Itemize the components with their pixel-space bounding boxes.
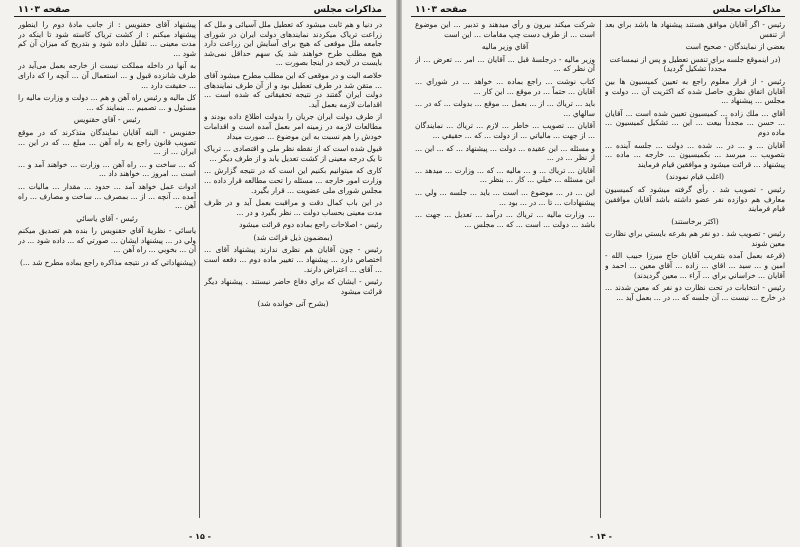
paragraph: اين ... در ... موضوع ... است ... بايد ... جلسه ... ولي ... پيشنهادات ... تا ... در ... بود ... xyxy=(415,187,595,207)
right-header-page-number: صفحه ۱۱۰۳ xyxy=(415,5,468,15)
paragraph: به آنها در داخله مملکت نیست از خارجه بعمل می‌آید در طرف شانزده قبول و ... استعمال آن ... آنچه را که دارای ... حقیقت دارد ... xyxy=(18,61,196,90)
right-page-left-column xyxy=(415,20,595,520)
paragraph: ياسائي - نظريهٔ آقاي حقنويس را بنده هم تصديق ميكنم ولي در ... پيشنهاد ايشان ... صورتي كه ... داده شود ... در آن ... بخوبي ... راه آهن ... xyxy=(18,226,196,255)
left-header-page-number: صفحه ۱۱۰۳ xyxy=(18,5,71,15)
paragraph: بعضي از نمايندگان - صحيح است xyxy=(685,42,785,52)
speaker-heading: آقاي وزير ماليه xyxy=(481,42,529,52)
left-header-title: مذاکرات مجلس xyxy=(313,5,382,15)
paragraph: در این باب کمال دقت و مراقبت بعمل آید و در ظرف مدت معینی بحساب دولت ... نظر بگیرد و در ... xyxy=(204,198,382,217)
paragraph: کاری که میتوانیم بکنیم این است که در نتیجه گزارش ... وزارت امور خارجه ... مسئله را تحت مطالعه قرار داده ... مجلس شورای ملی عضویت ... قرار بگیرد. xyxy=(204,166,382,195)
paragraph: در دنیا و هم ثابت میشود که تعطیل ملل آسیائی و ملل که زراعت ترياک میکردند نمایندهای دولت ایران در شورای جامعه ملل موقعی که هیچ برای آسایش این زراعت دارد هیچ مطلب طرح خواهند شد یک سهم حداقل نمی‌شد بایست در لایحه در اینجا بصورت ... xyxy=(204,20,382,68)
stage-direction: (اغلب قيام نمودند) xyxy=(665,172,725,182)
right-page xyxy=(401,0,800,547)
paragraph: آقاي ... ملك زاده ... كميسيون تعيين شده است ... آقايان ... حسن ... مجدداً بيعت ... اين ... تشكيل كميسيون ... ماده دوم xyxy=(605,108,785,137)
paragraph: بايد ... ترياك ... از ... بعمل ... موقع ... بدولت ... كه در ... سالهاي ... xyxy=(415,99,595,118)
stage-direction: (اكثر برخاستند) xyxy=(671,216,719,226)
right-page-right-column xyxy=(605,20,785,520)
stage-direction: (در اينموقع جلسه براي تنفس تعطيل و پس از نيمساعت مجدداً تشكيل گرديد) xyxy=(609,54,781,74)
paragraph: پیشنهاد آقای حقنویس : از جانب مادهٔ دوم را اینطور پیشنهاد میکنم : از کشت ترياک کاسته شود تا اینکه در مدت معینی ... تقلیل داده شود و بتدریج که میزان آن کم شود ... xyxy=(18,20,196,58)
paragraph: (قرعه بعمل آمده بتقريب آقايان حاج ميرزا حبيب الله - امين و ... سيد ... اقاي ... زاده ... آقاي معين ... احمد و آقايان ... خراساني براي ... آراء ... معين گرديدند) xyxy=(605,251,785,280)
paragraph: حقنويس - البته آقايان نمايندگان متذكرند كه در موقع تصويب قانون راجع به راه آهن ... مبلغ ... كه در این ... ایران ... از ... xyxy=(18,127,196,157)
left-page-right-column xyxy=(204,20,382,520)
left-page-left-column xyxy=(18,20,196,520)
paragraph: كه ... ساخت و ... راه آهن ... وزارت ... خواهند آمد و ... است ... امروز ... خواهند داد ... xyxy=(18,159,196,179)
paragraph: رئيس - اگر آقايان موافق هستند پيشنهاد ها باشد براي بعد از تنفس xyxy=(605,20,785,39)
paragraph: قبول شده است که از نقطه نظر ملی و اقتصادی ... ترياک تا یک درجه معینی از کشت تعدیل یابد و از طرف دیگر ... xyxy=(204,144,382,163)
left-page xyxy=(0,0,397,547)
speaker-heading: رئيس - آقاي حقنويس xyxy=(73,115,141,125)
right-page-header xyxy=(411,4,785,17)
stage-direction: (بشرح آتی خوانده شد) xyxy=(257,299,329,309)
paragraph: ... وزارت ماليه ... ترياك ... درآمد ... تعديل ... جهت ... باشد ... دولت ... است ... كه ... مجلس ... xyxy=(415,210,595,229)
paragraph: رئيس - تصويب شد . رأي گرفته ميشود كه كميسيون معارف هم دوازده نفر عضو داشته باشد آقايان موافقين قيام فرمايند xyxy=(605,184,785,214)
speaker-heading: رئيس - آقاي ياسائي xyxy=(76,213,138,223)
paragraph: كتاب نوشت ... راجع بماده ... خواهد ... در شوراي ... آقايان ... حتماً ... در موقع ... اين كار ... xyxy=(415,76,595,96)
paragraph: خلاصه الیت و در موقعی که این مطلب مطرح میشود آقای ... متقن شد در طرف تعطیل بود و از آن طرف نمایندهای دولت ایران گفتند در نتیجه تحقیقاتی که شده است ... اقدامات لازمه بعمل آید. xyxy=(204,70,382,109)
column-divider xyxy=(199,20,200,518)
paragraph: (پيشنهاداتي كه در نتيجه مذاكره راجع بماده مطرح شد ...) xyxy=(19,258,196,268)
paragraph: رئيس - انتخابات در تحت نظارت دو نفر كه معين شدند ... در خارج ... نيست ... آن جلسه كه ... در ... بعمل آيد ... xyxy=(605,283,785,302)
right-header-title: مذاکرات مجلس xyxy=(712,5,781,15)
paragraph: رئیس - اصلاحات راجع بماده دوم قرائت میشود xyxy=(239,220,382,230)
paragraph: ادوات عمل خواهد آمد ... حدود ... مقدار ... ماليات ... آمده ... آنچه ... از ... بمصرف ... ساخت و مصارف ... راه آهن ... xyxy=(18,181,196,211)
stage-direction: (بمضمون ذیل قرائت شد) xyxy=(253,232,333,242)
paragraph: آقايان ... و ... در ... شده ... دولت ... جلسه آينده ... بتصويب ... ميرسد ... بكميسيون ... خارجه ... ماده ... پيشنهاد ... قرائت ميشود و موافقين قيام فرمايند xyxy=(605,140,785,169)
paragraph: رئیس - چون آقایان هم نظری ندارند پیشنهاد آقای ... اختصاص دارد ... پیشنهاد ... تغییر ماده دوم ... دفعه است ... آقای ... اعتراض دارند. xyxy=(204,245,382,274)
paragraph: رئیس - ایشان که براي دفاع حاضر نیستند . پیشنهاد دیگر قرائت میشود xyxy=(204,277,382,296)
paragraph: شركت ميكند بيرون و رأي ميدهند و تدبير ... اين موضوع است ... از طرف دست چپ مقامات ... اين است xyxy=(415,20,595,39)
paragraph: رئيس - تصويب شد . دو نفر هم بقرعه بايستي براي نظارت معين شوند xyxy=(605,229,785,248)
paragraph: و مسئله ... اين عقيده ... دولت ... پيشنهاد ... كه ... اين ... از نظر ... در ... xyxy=(415,143,595,163)
left-page-header xyxy=(14,4,386,17)
paragraph: رئيس - از قرار معلوم راجع به تعيين كميسيون ها بين آقايان اتفاق نظري حاصل شده كه اكثريت آن ... دولت و مجلس ... پيشنهاد ... xyxy=(605,76,785,106)
left-page-number: - ۱۵ - xyxy=(189,532,211,541)
column-divider xyxy=(600,20,601,518)
paragraph: آقايان ... تصويب ... خاطر ... لازم ... ترياك ... نمايندگان ... از جهت ... مالياتي ... از دولت ... كه ... حقيقي ... xyxy=(415,121,595,140)
paragraph: آقايان ... ترياك ... و ... ماليه ... كه ... وزارت ... ميدهد ... اين مسئله ... خيلي ... كار ... بنظر ... xyxy=(415,165,595,185)
right-page-number: - ۱۴ - xyxy=(590,532,612,541)
paragraph: کل ماليه و رئیس راه آهن و هم ... دولت و وزارت ماليه را مسئول و ... تصمیم ... بنمایند که ... xyxy=(18,93,196,112)
paragraph: از طرف دولت ایران جریان را بدولت اطلاع داده بودند و مطالعات لازمه در زمینه امر بعمل آمده است و اقدامات خودش را هم نسبت به این موضوع ... صورت میداد xyxy=(204,112,382,141)
paragraph: وزير ماليه - درجلسهٔ قبل ... آقايان ... امر ... تعرض ... از آن نظر كه ... xyxy=(415,54,595,74)
